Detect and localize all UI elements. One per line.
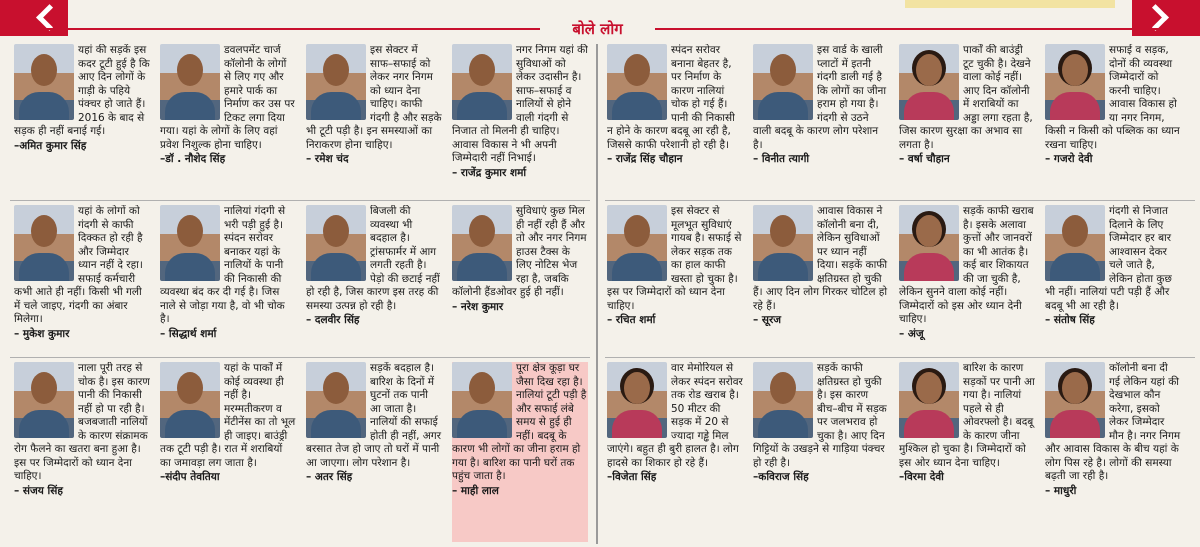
quote-text: स्पंदन सरोवर बनाना बेहतर है, पर निर्माण के कारण नालियां चोक हो गई हैं। पानी की निकासी न होने के कारण बदबू आ रही है, जिससे काफी परेशानी हो रही है। xyxy=(607,44,735,151)
person-photo xyxy=(160,205,220,281)
person-name: – वर्षा चौहान xyxy=(899,153,950,165)
opinion-card xyxy=(160,362,296,542)
person-name: – विनीत त्यागी xyxy=(753,153,810,165)
section-header xyxy=(0,16,1200,42)
person-name: –कविराज सिंह xyxy=(753,471,809,483)
row-separator xyxy=(10,357,590,358)
quote-text: नगर निगम यहां की सुविधाओं को लेकर उदासीन है। साफ–सफाई व नालियों से होने वाली गंदगी से निजात तो मिलनी ही चाहिए। आवास विकास ने भी अपनी जिम्मेदारी नहीं निभाई। xyxy=(452,44,588,164)
person-photo xyxy=(14,205,74,281)
person-name: – माधुरी xyxy=(1045,484,1077,497)
quote-text: सुविधाएं कुछ मिल ही नहीं रही हैं और तो और नगर निगम हाउस टैक्स के लिए नोटिस भेज रहा है, जबकि कॉलोनी हैंडओवर हुई ही नहीं। xyxy=(452,205,587,298)
person-name: –विजेता सिंह xyxy=(607,471,657,483)
person-name: – राजेंद्र सिंह चौहान xyxy=(607,153,683,165)
person-name: – गजरो देवी xyxy=(1045,153,1093,165)
person-name: – सिद्धार्थ शर्मा xyxy=(160,327,217,340)
row-separator xyxy=(605,357,1195,358)
opinion-card xyxy=(899,205,1035,353)
person-name: – मुकेश कुमार xyxy=(14,327,70,340)
quote-text: गंदगी से निजात दिलाने के लिए जिम्मेदार हर बार आश्वासन देकर चले जाते है, लेकिन होता कुछ भी नहीं। नालियां पटी पड़ी हैं और बदबू भी आ रही है। xyxy=(1045,205,1172,312)
person-name: –अमित कुमार सिंह xyxy=(14,139,87,152)
person-name: – राजेंद्र कुमार शर्मा xyxy=(452,166,527,179)
quote-text: नाला पूरी तरह से चोक है। इस कारण पानी की निकासी नहीं हो पा रही है। बजबजाती नालियों के कारण संक्रामक रोग फैलने का खतरा बना हुआ है। इस पर जिम्मेदारों को ध्यान देना चाहिए। xyxy=(14,362,150,482)
person-name: – रमेश चंद xyxy=(306,153,349,165)
opinion-card xyxy=(160,44,296,214)
opinion-card xyxy=(753,44,889,214)
person-name: –विरमा देवी xyxy=(899,471,944,483)
person-photo xyxy=(899,362,959,438)
opinion-card xyxy=(607,362,743,542)
quote-text: इस सेक्टर से मूलभूत सुविधाएं गायब है। सफाई से लेकर सड़क तक का हाल काफी खस्ता हो चुका है। इस पर जिम्मेदारों को ध्यान देना चाहिए। xyxy=(607,205,742,312)
quote-text: यहां के लोगों को गंदगी से काफी दिक्कत हो रही है और जिम्मेदार ध्यान नहीं दे रहा। सफाई कर्मचारी कभी आते ही नहीं। किसी भी गली में चले जाइए, गंदगी का अंबार मिलेगा। xyxy=(14,205,143,325)
quote-text: कॉलोनी बना दी गई लेकिन यहां की देखभाल कौन करेगा, इसको लेकर जिम्मेदार मौन है। नगर निगम और आवास विकास के बीच यहां के लोग पिस रहे है। लोगों की समस्या बढ़ती जा रही है। xyxy=(1045,362,1181,482)
top-strip xyxy=(905,0,1115,8)
person-photo xyxy=(160,362,220,438)
person-name: – संतोष सिंह xyxy=(1045,314,1095,326)
quote-text: पूरा क्षेत्र कूड़ा घर जैसा दिख रहा है। नालियां टूटी पड़ी है और सफाई लंबे समय से हुई ही नहीं। बदबू के कारण भी लोगों का जीना हराम हो गया है। बारिश का पानी घरों तक पहुंच जाता है। xyxy=(452,362,587,482)
opinion-card xyxy=(753,362,889,542)
person-photo xyxy=(452,44,512,120)
opinion-card xyxy=(306,44,442,214)
person-name: –डॉ . नौशेद सिंह xyxy=(160,153,226,165)
person-photo xyxy=(14,362,74,438)
person-photo xyxy=(607,44,667,120)
opinion-card xyxy=(306,362,442,542)
person-photo xyxy=(160,44,220,120)
quote-text: वार मेमोरियल से लेकर स्पंदन सरोवर तक रोड खराब है। 50 मीटर की सड़क में 20 से ज्यादा गड्ढे मिल जाएंगे। बहुत ही बुरी हालत है। लोग हादसे का शिकार हो रहे हैं। xyxy=(607,362,743,469)
section-title: बोले लोग xyxy=(545,16,650,42)
opinion-card-highlighted xyxy=(452,362,588,542)
opinion-card xyxy=(899,44,1035,214)
person-name: – दलवीर सिंह xyxy=(306,314,360,326)
quote-text: यहां की सड़कें इस कदर टूटी हुई है कि आए दिन लोगों के गाड़ी के पहिये पंक्चर हो जाते हैं। 2016 के बाद से सड़क ही नहीं बनाई गई। xyxy=(14,44,150,137)
quote-text: यहां के पार्कों में कोई व्यवस्था ही नहीं है। मरम्मतीकरण व मेंटीनेंस का तो भूल ही जाइए। बाउंड्री तक टूटी पड़ी है। रात में शराबियों का जमावड़ा लग जाता है। xyxy=(160,362,296,469)
person-photo xyxy=(306,362,366,438)
person-photo xyxy=(306,44,366,120)
quote-text: सड़कें काफी खराब है। इसके अलावा कुत्तों और जानवरों का भी आतंक है। कई बार शिकायत की जा चुकी है, लेकिन सुनने वाला कोई नहीं। जिम्मेदारों को इस ओर ध्यान देनी चाहिए। xyxy=(899,205,1034,325)
opinion-card xyxy=(14,362,150,542)
quote-text: इस वार्ड के खाली प्लाटों में इतनी गंदगी डाली गई है कि लोगों का जीना हराम हो गया है। गंदगी से उठने वाली बदबू के कारण लोग परेशान है। xyxy=(753,44,887,151)
person-photo xyxy=(899,205,959,281)
person-name: – नरेश कुमार xyxy=(452,300,504,313)
quote-text: सफाई व सड़क, दोनों की व्यवस्था जिम्मेदारों को करनी चाहिए। आवास विकास हो या नगर निगम, किसी न किसी को पब्लिक का ध्यान रखना चाहिए। xyxy=(1045,44,1180,151)
person-photo xyxy=(14,44,74,120)
opinion-card xyxy=(306,205,442,353)
header-rule-right xyxy=(655,28,1200,30)
person-photo xyxy=(753,362,813,438)
quote-text: सड़कें काफी क्षतिग्रस्त हो चुकी है। इस कारण बीच–बीच में सड़क पर जलभराव हो चुका है। आए दिन गिट्टियों के उखड़ने से गाड़िया पंक्चर हो रही है। xyxy=(753,362,887,469)
quote-text: बिजली की व्यवस्था भी बदहाल है। ट्रांसफार्मर में आग लगती रहती है। पेड़ो की छटाई नहीं हो रही है, जिस कारण इस तरह की समस्या उत्पन्न हो रही है। xyxy=(306,205,440,312)
opinion-card xyxy=(452,44,588,214)
person-photo xyxy=(1045,205,1105,281)
quote-text: नालियां गंदगी से भरी पड़ी हुई है। स्पंदन सरोवर बनाकर यहां के नालियों के पानी की निकासी की व्यवस्था बंद कर दी गई है। जिस नाले से जोड़ा गया है, वो भी चोक है। xyxy=(160,205,286,325)
quote-text: बारिश के कारण सड़कों पर पानी आ गया है। नालियां पहले से ही ओवरफ्लो है। बदबू के कारण जीना मुश्किल हो चुका है। जिम्मेदारों को इस ओर ध्यान देना चाहिए। xyxy=(899,362,1035,469)
opinion-card xyxy=(607,205,743,353)
quote-text: आवास विकास ने कॉलोनी बना दी, लेकिन सुविधाओं पर ध्यान नहीं दिया। सड़कें काफी क्षतिग्रस्त हो चुकी हैं। आए दिन लोग गिरकर चोटिल हो रहे हैं। xyxy=(753,205,888,312)
quote-text: सड़कें बदहाल है। बारिश के दिनों में घुटनों तक पानी आ जाता है। नालियों की सफाई होती ही नहीं, अगर बरसात तेज हो जाए तो घरों में पानी आ जाएगा। लोग परेशान है। xyxy=(306,362,441,469)
column-divider xyxy=(596,44,598,544)
person-photo xyxy=(753,205,813,281)
person-photo xyxy=(1045,44,1105,120)
person-name: – अतर सिंह xyxy=(306,471,353,483)
quote-text: पार्कों की बाउंड्री टूट चुकी है। देखने वाला कोई नहीं। आए दिन कॉलोनी में शराबियों का अड्डा लगा रहता है, जिस कारण सुरक्षा का अभाव सा लगता है। xyxy=(899,44,1033,151)
opinion-card xyxy=(452,205,588,353)
person-name: – संजय सिंह xyxy=(14,484,63,497)
person-name: – रचित शर्मा xyxy=(607,314,656,326)
person-photo xyxy=(607,205,667,281)
quote-text: इस सेक्टर में साफ–सफाई को लेकर नगर निगम को ध्यान देना चाहिए। काफी गंदगी है और सड़के भी टूटी पड़ी है। इन समस्याओं का निराकरण होना चाहिए। xyxy=(306,44,442,151)
header-rule-left xyxy=(0,28,540,30)
opinion-card xyxy=(1045,362,1181,542)
opinion-card xyxy=(160,205,296,353)
opinion-card xyxy=(14,44,150,214)
person-photo xyxy=(452,205,512,281)
person-name: – सूरज xyxy=(753,314,782,326)
person-photo xyxy=(1045,362,1105,438)
opinion-card xyxy=(14,205,150,353)
person-photo xyxy=(607,362,667,438)
opinion-card xyxy=(1045,44,1181,214)
person-name: –संदीप तेवतिया xyxy=(160,471,220,483)
person-name: – माही लाल xyxy=(452,484,499,497)
person-photo xyxy=(753,44,813,120)
person-photo xyxy=(452,362,512,438)
person-photo xyxy=(899,44,959,120)
opinion-card xyxy=(753,205,889,353)
person-name: – अंजू xyxy=(899,327,924,340)
opinion-card xyxy=(607,44,743,214)
opinion-card xyxy=(1045,205,1181,353)
opinion-card xyxy=(899,362,1035,542)
quote-text: डवलपमेंट चार्ज कॉलोनी के लोगों से लिए गए और हमारे पार्क का निर्माण कर उस पर टिकट लगा दिया गया। यहां के लोगों के लिए वहां प्रवेश निशुल्क होना चाहिए। xyxy=(160,44,295,151)
person-photo xyxy=(306,205,366,281)
